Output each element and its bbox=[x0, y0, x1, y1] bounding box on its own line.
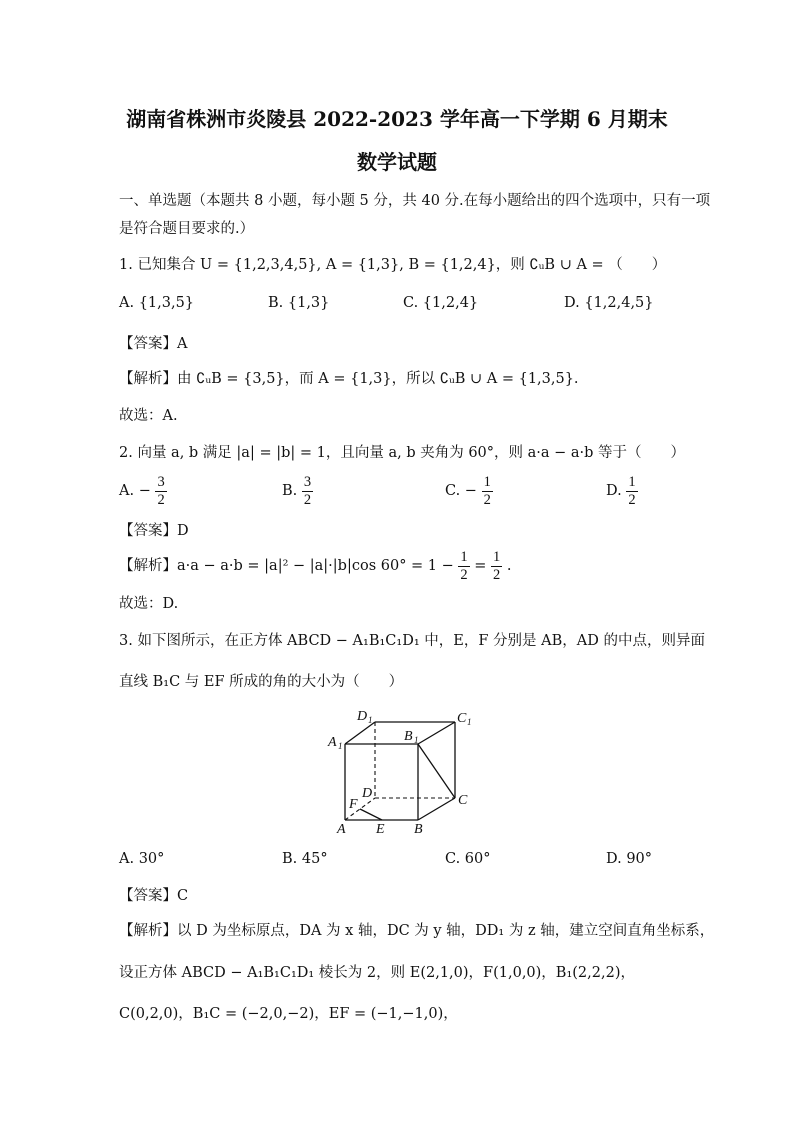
q2-option-c-label: C. bbox=[445, 483, 461, 500]
q2-option-a-fraction bbox=[155, 474, 166, 508]
q3-option-d: D. 90° bbox=[606, 851, 653, 867]
q2-option-b-fraction bbox=[302, 474, 313, 508]
label-b1-sub: 1 bbox=[414, 735, 419, 745]
label-d1-sub: 1 bbox=[368, 715, 373, 725]
section-heading-line2: 是符合题目要求的.） bbox=[119, 221, 255, 237]
q1-option-c: C. {1,2,4} bbox=[403, 295, 479, 311]
q2-answer: 【答案】D bbox=[119, 523, 189, 539]
q2-analysis-fraction-1 bbox=[458, 549, 469, 583]
label-a1-sub: 1 bbox=[338, 741, 343, 751]
cube-figure bbox=[320, 700, 480, 842]
q1-option-a: A. {1,3,5} bbox=[119, 295, 195, 311]
q2-option-b-label: B. bbox=[282, 483, 298, 500]
q2-option-d bbox=[606, 474, 638, 508]
q2-option-d-fraction bbox=[626, 474, 637, 508]
edge-b1-c1 bbox=[418, 722, 455, 744]
edge-a1-d1 bbox=[345, 722, 375, 744]
q2-analysis-equals: = bbox=[474, 558, 487, 575]
q2-option-c-sign: − bbox=[464, 483, 477, 500]
q2-option-a bbox=[119, 474, 167, 508]
q2-option-d-label: D. bbox=[606, 483, 622, 500]
label-e: E bbox=[376, 822, 385, 837]
q2-option-c-den: 2 bbox=[483, 491, 491, 508]
q2-analysis bbox=[119, 549, 512, 583]
label-b: B bbox=[414, 822, 423, 837]
q2-option-a-label: A. bbox=[119, 483, 135, 500]
label-c1-sub: 1 bbox=[467, 717, 472, 727]
label-a1: A bbox=[328, 735, 337, 750]
label-c: C bbox=[458, 793, 468, 808]
q2-option-a-den: 2 bbox=[157, 491, 165, 508]
label-b1: B bbox=[404, 729, 413, 744]
label-d1: D bbox=[357, 709, 368, 724]
q1-conclusion: 故选：A. bbox=[119, 408, 178, 424]
q2-analysis-end: . bbox=[506, 558, 512, 575]
q2-stem: 2. 向量 a, b 满足 |a| = |b| = 1，且向量 a, b 夹角为 60°，则 a·a − a·b 等于（ ） bbox=[119, 445, 686, 461]
q2-analysis-den-1: 2 bbox=[460, 566, 468, 583]
section-heading-line1: 一、单选题（本题共 8 小题，每小题 5 分，共 40 分.在每小题给出的四个选项中，只有一项 bbox=[119, 193, 711, 209]
q3-option-b: B. 45° bbox=[282, 851, 328, 867]
q2-conclusion: 故选：D. bbox=[119, 596, 179, 612]
label-f: F bbox=[349, 797, 358, 812]
q3-answer: 【答案】C bbox=[119, 888, 189, 904]
q1-answer: 【答案】A bbox=[119, 336, 188, 352]
edge-b-c bbox=[418, 798, 455, 820]
q2-option-d-den: 2 bbox=[628, 491, 636, 508]
q2-option-a-sign: − bbox=[138, 483, 151, 500]
label-c1: C bbox=[457, 711, 467, 726]
q1-analysis: 【解析】由 ∁ᵤB = {3,5}，而 A = {1,3}，所以 ∁ᵤB ∪ A = {1,3,5}. bbox=[119, 371, 579, 387]
segment-b1-c bbox=[418, 744, 455, 798]
q2-option-d-num: 1 bbox=[628, 474, 636, 490]
q3-analysis-line1: 【解析】以 D 为坐标原点，DA 为 x 轴，DC 为 y 轴，DD₁ 为 z 轴，建立空间直角坐标系， bbox=[119, 923, 715, 939]
q2-analysis-fraction-2 bbox=[491, 549, 502, 583]
q1-stem: 1. 已知集合 U = {1,2,3,4,5}, A = {1,3}, B = {1,2,4}，则 ∁ᵤB ∪ A = （ ） bbox=[119, 257, 667, 273]
q2-option-a-num: 3 bbox=[157, 474, 165, 490]
q2-analysis-prefix: 【解析】a·a − a·b = |a|² − |a|·|b|cos 60° = 1 − bbox=[119, 558, 454, 575]
q3-option-c: C. 60° bbox=[445, 851, 491, 867]
q2-option-b bbox=[282, 474, 313, 508]
segment-e-f bbox=[360, 809, 382, 820]
label-a: A bbox=[337, 822, 346, 837]
q3-option-a: A. 30° bbox=[119, 851, 165, 867]
paper-subtitle: 数学试题 bbox=[357, 150, 437, 174]
q2-analysis-num-2: 1 bbox=[493, 549, 501, 565]
label-d: D bbox=[362, 786, 373, 801]
q2-option-c-fraction bbox=[482, 474, 493, 508]
q2-option-b-num: 3 bbox=[303, 474, 312, 490]
q3-analysis-line3: C(0,2,0)，B₁C = (−2,0,−2)，EF = (−1,−1,0)， bbox=[119, 1006, 458, 1022]
q2-option-c bbox=[445, 474, 493, 508]
q3-stem-line2: 直线 B₁C 与 EF 所成的角的大小为（ ） bbox=[119, 674, 404, 690]
paper-title: 湖南省株洲市炎陵县 2022-2023 学年高一下学期 6 月期末 bbox=[126, 107, 668, 131]
q2-option-c-num: 1 bbox=[483, 474, 491, 490]
q2-option-b-den: 2 bbox=[303, 491, 312, 508]
q2-analysis-den-2: 2 bbox=[493, 566, 501, 583]
q2-analysis-num-1: 1 bbox=[460, 549, 468, 565]
q1-option-b: B. {1,3} bbox=[268, 295, 330, 311]
q1-option-d: D. {1,2,4,5} bbox=[564, 295, 654, 311]
q3-stem-line1: 3. 如下图所示，在正方体 ABCD − A₁B₁C₁D₁ 中，E，F 分别是 AB，AD 的中点，则异面 bbox=[119, 633, 705, 649]
q3-analysis-line2: 设正方体 ABCD − A₁B₁C₁D₁ 棱长为 2，则 E(2,1,0)，F(1,0,0)，B₁(2,2,2)， bbox=[119, 965, 635, 981]
